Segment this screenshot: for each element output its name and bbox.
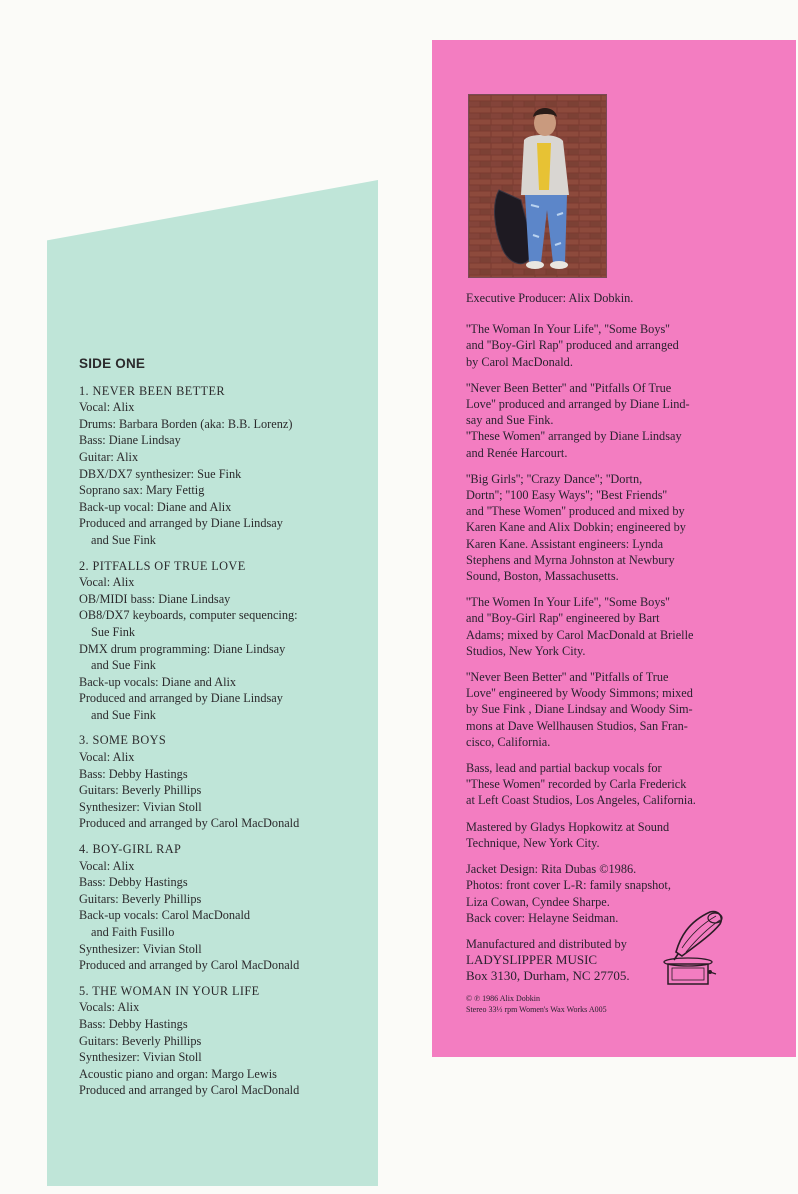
label-address: Box 3130, Durham, NC 27705. [466,968,630,984]
gramophone-logo-icon [658,908,728,988]
credit-line: Love'' produced and arranged by Diane Lind- [466,397,690,412]
credit-line: ''Big Girls''; ''Crazy Dance''; ''Dortn, [466,471,643,486]
credit-paragraph [466,819,766,851]
credit-line: Sound, Boston, Massachusetts. [466,569,619,584]
credit-line: OB/MIDI bass: Diane Lindsay [79,591,231,606]
credit-line: Back-up vocal: Diane and Alix [79,499,232,514]
credit-line: Mastered by Gladys Hopkowitz at Sound [466,819,670,834]
credit-line: Adams; mixed by Carol MacDonald at Brielle [466,627,694,642]
credit-paragraph [466,321,766,370]
side-one-credits [79,356,379,1108]
credit-line: Back cover: Helayne Seidman. [466,910,619,925]
credit-line: Vocal: Alix [79,750,135,765]
artist-photo [468,94,607,278]
credit-line: and Faith Fusillo [91,925,175,939]
credit-line: cisco, California. [466,734,551,749]
credit-paragraph [466,760,766,809]
credit-line: DMX drum programming: Diane Lindsay [79,641,286,656]
credit-line: Bass: Debby Hastings [79,766,188,781]
credit-line: Guitars: Beverly Phillips [79,783,202,798]
credit-line: Bass: Debby Hastings [79,875,188,890]
credit-line: ''The Women In Your Life'', ''Some Boys'' [466,595,670,610]
credit-line: Guitar: Alix [79,449,139,464]
credit-line: Produced and arranged by Carol MacDonald [79,1083,300,1098]
credit-paragraph [466,471,766,584]
credit-line: and Sue Fink [91,532,156,547]
track-block [79,558,379,724]
credit-line: Karen Kane and Alix Dobkin; engineered by [466,520,686,535]
credit-line: Studios, New York City. [466,643,586,658]
credit-line: Back-up vocals: Diane and Alix [79,674,237,689]
track-title: 5. THE WOMAN IN YOUR LIFE [79,983,260,998]
credit-line: and ''These Women'' produced and mixed by [466,504,685,519]
credit-line: ''These Women'' arranged by Diane Lindsay [466,429,682,444]
credit-paragraphs [466,290,766,926]
credit-line: Synthesizer: Vivian Stoll [79,799,202,814]
track-block [79,383,379,549]
track-block [79,732,379,832]
artist-photo-illustration [469,95,606,277]
side-one-heading: SIDE ONE [79,356,146,371]
credit-line: ''Never Been Better'' and ''Pitfalls Of True [466,380,672,395]
credit-line: Acoustic piano and organ: Margo Lewis [79,1066,277,1081]
credit-line: at Left Coast Studios, Los Angeles, California. [466,793,696,808]
credit-line: Soprano sax: Mary Fettig [79,483,205,498]
track-title: 2. PITFALLS OF TRUE LOVE [79,558,246,573]
credit-line: Jacket Design: Rita Dubas ©1986. [466,862,637,877]
credit-paragraph [466,594,766,659]
credit-line: Drums: Barbara Borden (aka: B.B. Lorenz) [79,416,293,431]
track-title: 3. SOME BOYS [79,733,167,748]
track-list [79,383,379,1099]
manufacturer-line: Manufactured and distributed by [466,936,627,951]
credit-line: ''Never Been Better'' and ''Pitfalls of True [466,670,669,685]
credit-paragraph [466,380,766,461]
credit-line: ''The Woman In Your Life'', ''Some Boys'' [466,322,670,337]
credit-line: Bass: Diane Lindsay [79,433,181,448]
track-title: 4. BOY-GIRL RAP [79,842,182,857]
credit-line: Technique, New York City. [466,835,600,850]
credit-line: Dortn''; ''100 Easy Ways''; ''Best Friends'' [466,488,667,503]
credit-line: OB8/DX7 keyboards, computer sequencing: [79,608,298,623]
credit-line: Guitars: Beverly Phillips [79,891,202,906]
credit-line: and Sue Fink [91,658,156,673]
credit-line: Vocal: Alix [79,858,135,873]
credit-line: and Renée Harcourt. [466,445,568,460]
credit-line: Sue Fink [91,624,136,639]
credit-line: say and Sue Fink. [466,413,554,428]
credit-line: Vocal: Alix [79,575,135,590]
credit-line: Liza Cowan, Cyndee Sharpe. [466,894,610,909]
credit-line: mons at Dave Wellhausen Studios, San Fran- [466,718,688,733]
credit-line: Vocals: Alix [79,1000,140,1015]
track-block [79,983,379,1099]
credit-paragraph [466,290,766,306]
credit-line: Produced and arranged by Diane Lindsay [79,691,283,706]
production-credits [466,290,766,985]
credit-line: Photos: front cover L-R: family snapshot, [466,878,671,893]
label-name: LADYSLIPPER MUSIC [466,952,598,968]
credit-line: by Sue Fink , Diane Lindsay and Woody Sim- [466,702,693,717]
credit-line: Synthesizer: Vivian Stoll [79,941,202,956]
credit-paragraph [466,669,766,750]
credit-line: DBX/DX7 synthesizer: Sue Fink [79,466,242,481]
credit-line: Executive Producer: Alix Dobkin. [466,291,634,305]
credit-line: and Sue Fink [91,707,156,722]
credit-line: Bass, lead and partial backup vocals for [466,761,662,776]
credit-line: and ''Boy-Girl Rap'' produced and arranged [466,338,679,353]
copyright-notice [466,993,706,1015]
credit-line: Stephens and Myrna Johnston at Newbury [466,552,675,567]
credit-line: Bass: Debby Hastings [79,1016,188,1031]
credit-line: Vocal: Alix [79,400,135,415]
credit-line: Produced and arranged by Diane Lindsay [79,516,283,531]
credit-line: Produced and arranged by Carol MacDonald [79,958,300,973]
credit-line: Produced and arranged by Carol MacDonald [79,816,300,831]
catalog-line: Stereo 33⅓ rpm Women's Wax Works A005 [466,1005,607,1014]
track-title: 1. NEVER BEEN BETTER [79,383,225,398]
track-block [79,841,379,974]
credit-line: and ''Boy-Girl Rap'' engineered by Bart [466,611,660,626]
copyright-line: © ℗ 1986 Alix Dobkin [466,994,540,1003]
credit-line: Back-up vocals: Carol MacDonald [79,908,251,923]
credit-line: by Carol MacDonald. [466,354,573,369]
credit-line: Guitars: Beverly Phillips [79,1033,202,1048]
credit-line: Karen Kane. Assistant engineers: Lynda [466,536,664,551]
credit-line: ''These Women'' recorded by Carla Frederick [466,777,687,792]
credit-line: Love'' engineered by Woody Simmons; mixed [466,686,693,701]
credit-line: Synthesizer: Vivian Stoll [79,1050,202,1065]
